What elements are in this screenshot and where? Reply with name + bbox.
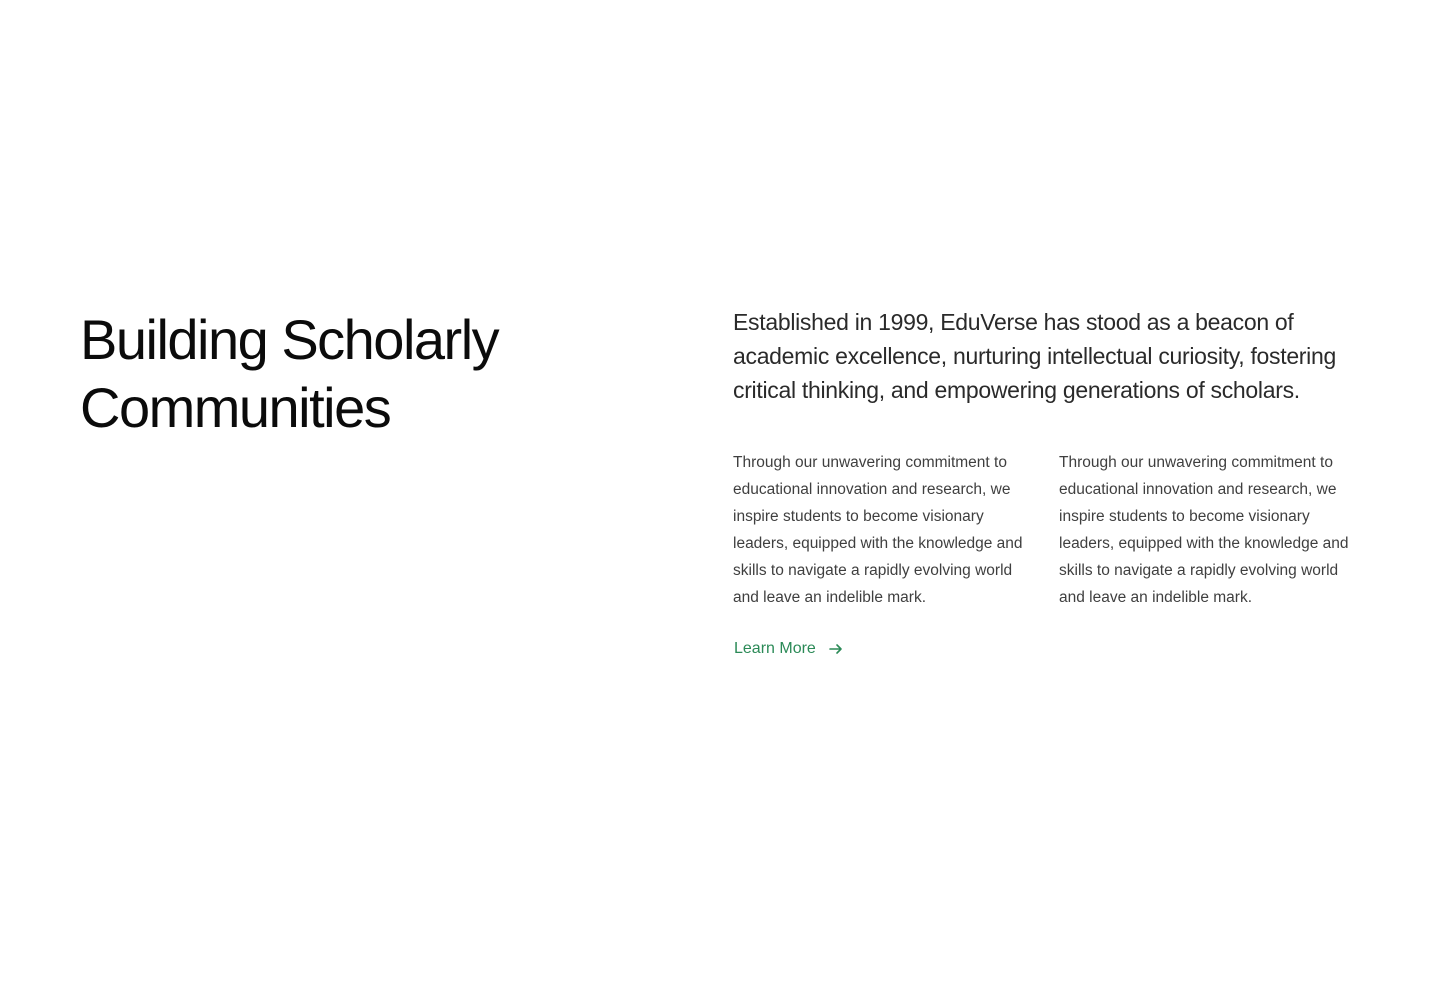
body-paragraph-right: Through our unwavering commitment to educational innovation and research, we inspire students to become visionary leaders, equipped with the knowledge and skills to navigate a rapidly evolving world and leave an indelible mark. (1059, 454, 1349, 606)
learn-more-label: Learn More (734, 640, 816, 657)
learn-more-link[interactable] (733, 637, 844, 661)
page-title-line-1: Building Scholarly (80, 308, 499, 371)
arrow-right-icon (828, 641, 844, 657)
body-columns (733, 449, 1360, 611)
page-title (80, 306, 640, 442)
body-paragraph-left: Through our unwavering commitment to educational innovation and research, we inspire students to become visionary leaders, equipped with the knowledge and skills to navigate a rapidly evolving world and leave an indelible mark. (733, 454, 1023, 606)
lead-paragraph: Established in 1999, EduVerse has stood as a beacon of academic excellence, nurturing intellectual curiosity, fostering critical thinking, and empowering generations of scholars. (733, 309, 1336, 403)
page-title-line-2: Communities (80, 376, 391, 439)
content-column (733, 305, 1360, 661)
